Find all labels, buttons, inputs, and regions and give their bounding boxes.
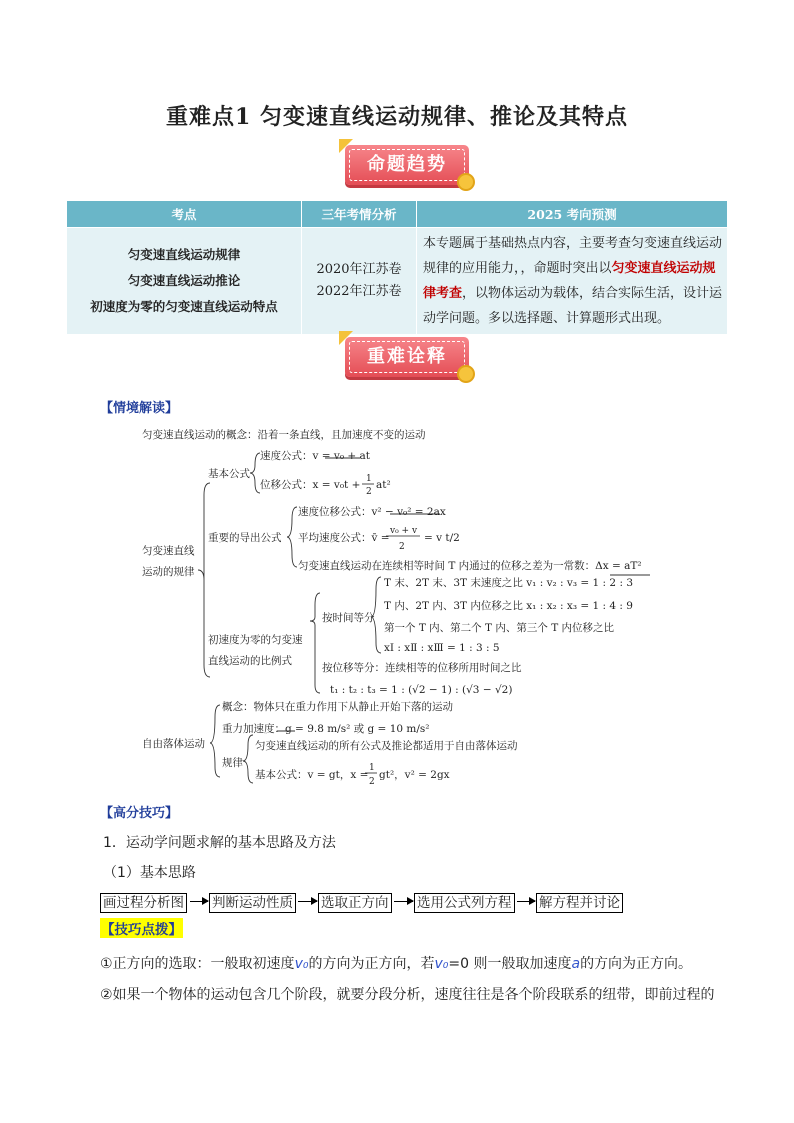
flow-step-4: 选用公式列方程 — [414, 893, 515, 913]
map-f2: 重力加速度：g = 9.8 m/s² 或 g = 10 m/s² — [222, 723, 430, 735]
tip-1: ①正方向的选取：一般取初速度v₀的方向为正方向，若v₀=0 则一般取加速度a的方向为正方向。 — [100, 956, 693, 972]
trend-badge: 命题趋势 — [345, 145, 469, 185]
header-point: 考点 — [67, 201, 302, 228]
explain-badge: 重难诠释 — [345, 337, 469, 377]
map-free: 自由落体运动 — [142, 738, 205, 750]
skill-subheading: （1）基本思路 — [103, 865, 196, 881]
svg-text:1: 1 — [366, 474, 372, 484]
svg-text:v₀ + v: v₀ + v — [390, 526, 418, 536]
tips-label: 【技巧点拨】 — [100, 918, 183, 938]
coin-icon — [457, 173, 475, 191]
map-d2-a: 平均速度公式：v̄ = — [298, 532, 390, 544]
forecast-cell: 本专题属于基础热点内容，主要考查匀变速直线运动规律的应用能力，，命题时突出以匀变速直线运动规律考查，以物体运动为载体，结合实际生活，设计运动学问题。多以选择题、计算题形式出现。 — [417, 228, 728, 335]
flow-step-3: 选取正方向 — [318, 893, 392, 913]
map-root-line1: 匀变速直线 — [142, 545, 195, 557]
map-zero-line1: 初速度为零的匀变速 — [208, 634, 303, 646]
arrow-icon — [394, 901, 413, 902]
map-by-time: 按时间等分 — [322, 612, 375, 624]
map-zero-line2: 直线运动的比例式 — [208, 655, 292, 667]
map-d3: 匀变速直线运动在连续相等时间 T 内通过的位移之差为一常数：Δx = aT² — [298, 560, 642, 572]
header-forecast: 2025 考向预测 — [417, 201, 728, 228]
arrow-icon — [190, 901, 208, 902]
map-basic: 基本公式 — [208, 468, 250, 480]
exams-cell: 2020年江苏卷 2022年江苏卷 — [302, 228, 417, 335]
flow-step-5: 解方程并讨论 — [536, 893, 623, 913]
section-scenario: 【情境解读】 — [100, 401, 179, 416]
skill-heading: 1．运动学问题求解的基本思路及方法 — [103, 835, 336, 851]
section-skills: 【高分技巧】 — [100, 806, 179, 821]
svg-text:2: 2 — [366, 487, 372, 497]
map-concept: 匀变速直线运动的概念：沿着一条直线，且加速度不变的运动 — [142, 429, 426, 441]
map-d2-b: = v t/2 — [424, 532, 460, 544]
map-by-disp: 按位移等分：连续相等的位移所用时间之比 — [322, 662, 522, 674]
map-t1: T 末、2T 末、3T 末速度之比 v₁ : v₂ : v₃ = 1 : 2 : 3 — [384, 577, 634, 589]
map-derived: 重要的导出公式 — [208, 532, 282, 544]
page-title: 重难点1 匀变速直线运动规律、推论及其特点 — [166, 104, 628, 130]
arrow-icon — [298, 901, 317, 902]
map-d-ratio: t₁ : t₂ : t₃ = 1 : (√2 − 1) : (√3 − √2) — [330, 684, 513, 696]
map-root-line2: 运动的规律 — [142, 566, 195, 578]
map-rule: 规律 — [222, 757, 243, 769]
concept-map — [140, 425, 700, 795]
map-f4-b: gt²，v² = 2gx — [379, 769, 450, 781]
map-t2: T 内、2T 内、3T 内位移之比 x₁ : x₂ : x₃ = 1 : 4 : 9 — [384, 600, 633, 612]
svg-text:1: 1 — [369, 763, 375, 773]
svg-text:2: 2 — [369, 777, 375, 787]
coin-icon — [457, 365, 475, 383]
map-t3: 第一个 T 内、第二个 T 内、第三个 T 内位移之比 — [384, 622, 615, 634]
flow-step-1: 画过程分析图 — [100, 893, 187, 913]
map-f4-a: 基本公式：v = gt，x = — [255, 769, 369, 781]
svg-text:2: 2 — [399, 542, 405, 552]
tip-2: ②如果一个物体的运动包含几个阶段，就要分段分析，速度往往是各个阶段联系的纽带，即前过程的 — [100, 987, 715, 1003]
map-d1: 速度位移公式：v² − v₀² = 2ax — [298, 506, 446, 518]
header-exam: 三年考情分析 — [302, 201, 417, 228]
map-t4: xⅠ : xⅡ : xⅢ = 1 : 3 : 5 — [384, 642, 500, 654]
arrow-icon — [517, 901, 535, 902]
points-cell: 匀变速直线运动规律 匀变速直线运动推论 初速度为零的匀变速直线运动特点 — [67, 228, 302, 335]
map-v-formula: 速度公式：v = v₀ + at — [260, 450, 370, 462]
map-x-formula-a: 位移公式：x = v₀t + — [260, 479, 361, 491]
map-f1: 概念：物体只在重力作用下从静止开始下落的运动 — [222, 701, 453, 713]
flow-step-2: 判断运动性质 — [209, 893, 296, 913]
trend-table — [66, 200, 728, 335]
map-x-formula-b: at² — [376, 479, 391, 491]
map-f3: 匀变速直线运动的所有公式及推论都适用于自由落体运动 — [255, 740, 518, 752]
